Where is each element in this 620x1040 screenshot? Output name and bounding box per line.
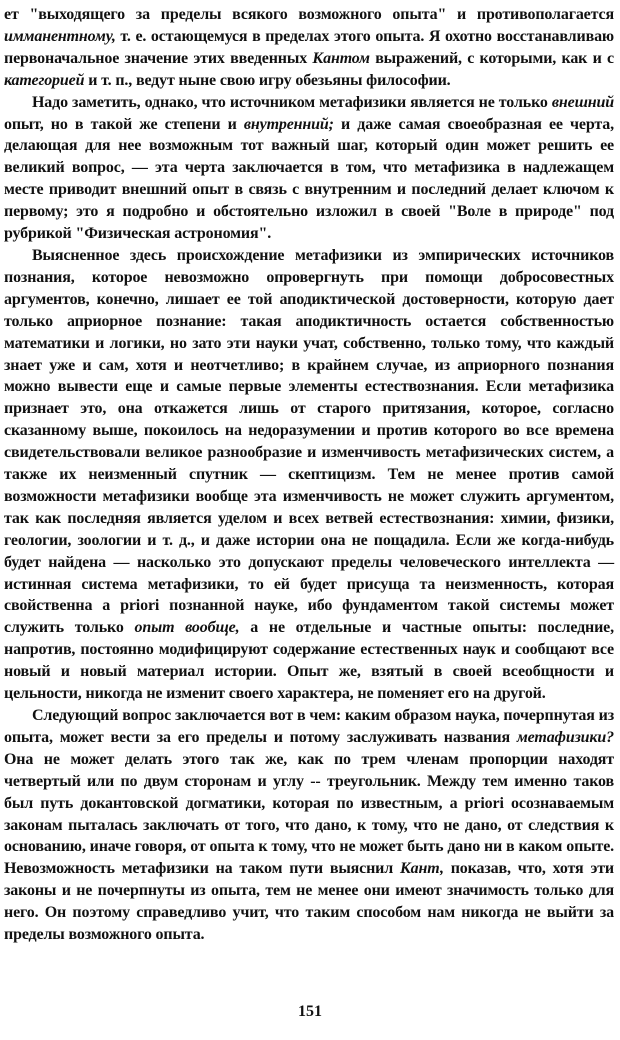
- text-run: а не отдельные и частные опыты: последние, напротив, постоянно модифицируют содержание естественных наук и сообщают все новый и новый материал истории. Опыт же, взятый в своей всеобщности и цельности, никогда не изменит своего характера, не поменяет его на другой.: [4, 619, 614, 703]
- italic-term: метафизики?: [516, 728, 614, 746]
- body-text: [4, 4, 614, 946]
- paragraph: [4, 245, 614, 705]
- page-number: 151: [298, 1003, 322, 1020]
- italic-term: внешний: [551, 93, 614, 111]
- paragraph: [4, 92, 614, 245]
- italic-term: Кантом: [312, 49, 370, 67]
- italic-term: Кант,: [399, 860, 444, 878]
- paragraph: [4, 705, 614, 946]
- italic-term: опыт вообще,: [134, 619, 240, 637]
- text-run: показав, что, хотя эти законы и не почерпнуты из опыта, тем не менее они имеют значимость только для него. Он поэтому справедливо учит, что таким способом нам никогда не выйти за пределы возможного опыта.: [4, 860, 614, 944]
- text-run: Надо заметить, однако, что источником метафизики является не только: [32, 93, 552, 111]
- italic-term: имманентному,: [4, 27, 116, 45]
- text-run: Следующий вопрос заключается вот в чем: каким образом наука, почерпнутая из опыта, может вести за его пределы и потому заслуживать названия: [4, 707, 614, 746]
- text-run: ет "выходящего за пределы всякого возможного опыта" и противополагается: [4, 6, 614, 23]
- text-run: и т. п., ведут ныне свою игру обезьяны философии.: [84, 71, 451, 89]
- text-run: и даже самая своеобразная ее черта, делающая для нее возможным тот важный шаг, который один может решить ее великий вопрос, — эта черта заключается в том, что метафизика в надлежащем месте приводит внешний опыт в связь с внутренним и последний делает ключом к первому; это я подробно и обстоятельно изложил в своей "Воле в природе" под рубрикой "Физическая астрономия".: [4, 115, 615, 243]
- paragraph: [4, 4, 614, 92]
- italic-term: категорией: [4, 71, 85, 89]
- text-run: т. е. остающемуся в пределах этого опыта. Я охотно восстанавливаю первоначальное значение этих введенных: [4, 27, 614, 67]
- text-run: опыт, но в такой же степени и: [4, 115, 244, 133]
- italic-term: внутренний;: [243, 115, 334, 133]
- text-run: выражений, с которыми, как и с: [369, 49, 614, 67]
- text-run: Она не может делать этого так же, как по трем членам пропорции находят четвертый или по двум сторонам и углу -- треугольник. Между тем именно таков был путь докантовской догматики, которая по известным, a priori осознаваемым законам пыталась заключать от того, что дано, к тому, что не дано, от следствия к основанию, иначе говоря, от опыта к тому, что не может быть дано ни в каком опыте. Невозможность метафизики на таком пути выяснил: [4, 750, 614, 878]
- text-run: Выясненное здесь происхождение метафизики из эмпирических источников познания, которое невозможно опровергнуть при помощи добросовестных аргументов, конечно, лишает ее той аподиктической достоверности, которую дает только априорное познание: такая аподиктичность остается собственностью математики и логики, но зато эти науки учат, собственно, только тому, что каждый знает уже и сам, хотя и неотчетливо; в крайнем случае, из априорного познания можно вывести еще и самые первые элементы естествознания. Если метафизика признает это, она откажется лишь от старого притязания, которое, согласно сказанному выше, покоилось на недоразумении и против которого во все времена свидетельствовали великое разнообразие и изменчивость метафизических систем, а также их неизменный спутник — скептицизм. Тем не менее против самой возможности метафизики вообще эта изменчивость не может служить аргументом, так как последняя является уделом и всех ветвей естествознания: химии, физики, геологии, зоологии и т. д., и даже истории она не пощадила. Если же когда-нибудь будет найдена — насколько это допускают пределы человеческого интеллекта — истинная система метафизики, то ей будет присуща та неизменность, которая свойственна a priori познанной науке, ибо фундаментом такой системы может служить только: [4, 246, 614, 637]
